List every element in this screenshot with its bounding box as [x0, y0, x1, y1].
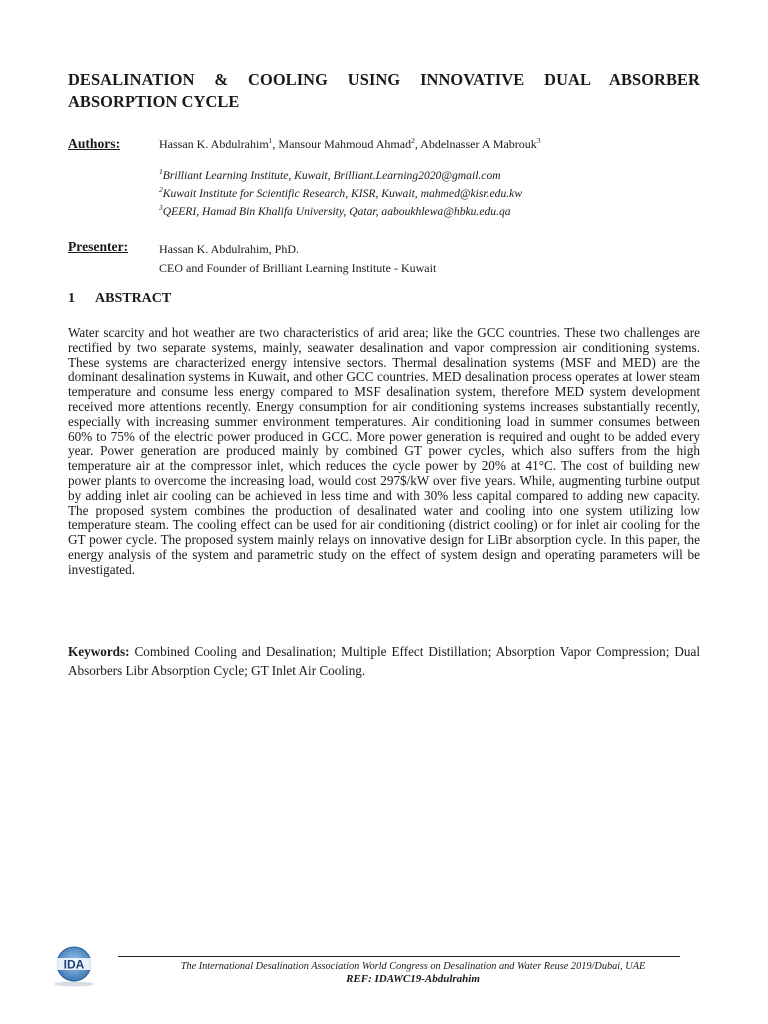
ida-logo	[46, 944, 102, 988]
author-name: Abdelnasser A Mabrouk	[420, 137, 537, 151]
presenter-info	[159, 240, 436, 278]
affiliation-item	[159, 167, 522, 185]
logo-shadow	[54, 982, 94, 987]
keywords-text: Combined Cooling and Desalination; Multiple Effect Distillation; Absorption Vapor Compression; Dual Absorbers Libr Absorption Cycle; GT Inlet Air Cooling.	[68, 644, 700, 678]
author-superscript: 1	[268, 136, 273, 145]
footer-ref	[118, 973, 708, 985]
footer-conference: The International Desalination Association World Congress on Desalination and Water Reuse 2019/Dubai, UAE	[180, 961, 646, 972]
author-name: Mansour Mahmoud Ahmad	[278, 137, 412, 151]
authors-label: Authors:	[68, 136, 121, 151]
affiliation-item	[159, 185, 522, 203]
keywords-label: Keywords:	[68, 644, 130, 659]
keywords-paragraph	[68, 643, 700, 680]
author-name: Hassan K. Abdulrahim	[159, 137, 269, 151]
affiliation-superscript: 1	[159, 167, 163, 177]
logo-text: IDA	[63, 957, 85, 972]
affiliation-superscript: 3	[159, 203, 163, 213]
author-separator: ,	[272, 137, 279, 151]
title-line-1: DESALINATION & COOLING USING INNOVATIVE DUAL ABSORBER	[68, 70, 700, 89]
presenter-name: Hassan K. Abdulrahim, PhD.	[159, 242, 299, 256]
footer-divider	[118, 956, 680, 957]
section-title: ABSTRACT	[95, 291, 172, 306]
title-line-2: ABSORPTION CYCLE	[68, 92, 240, 111]
paper-title	[68, 69, 700, 113]
section-heading	[68, 291, 171, 307]
affiliation-item	[159, 203, 522, 221]
affiliation-text: Brilliant Learning Institute, Kuwait, Brilliant.Learning2020@gmail.com	[162, 169, 501, 182]
author-superscript: 3	[536, 136, 541, 145]
author-separator: ,	[414, 137, 421, 151]
footer-ref-label: REF:	[346, 973, 375, 985]
affiliations	[159, 167, 522, 221]
abstract-paragraph: Water scarcity and hot weather are two characteristics of arid area; like the GCC countries. These two challenges are rectified by two separate systems, mainly, seawater desalination and vapor compression air conditioning systems. These systems are characterized energy intensive sectors. Thermal desalination systems (MSF and MED) are the dominant desalination systems in Kuwait, and other GCC countries. MED desalination process operates at lower steam temperature and consume less energy compared to MSF desalination system, therefore MED system development received more attentions recently. Energy consumption for air conditioning systems increases substantially recently, especially with increasing summer environment temperatures. Air conditioning load in summer consumes between 60% to 75% of the electric power produced in GCC. More power generation is required and ought to be added every year. Power generation are produced mainly by combined GT power cycles, which also suffers from the high temperature air at the compressor inlet, which reduces the cycle power by 20% at 41°C. The cost of building new power plants to overcome the increasing load, would cost 297$/kW over five years. While, augmenting turbine output by adding inlet air cooling can be achieved in less time and with 30% less capital compared to adding new capacity. The proposed system combines the production of desalinated water and cooling into one system utilizing low temperature steam. The cooling effect can be used for air conditioning (district cooling) or for inlet air cooling for the GT power cycle. The proposed system mainly relays on innovative design for LiBr absorption cycle. In this paper, the energy analysis of the system and parametric study on the effect of system design and operating parameters will be investigated.	[68, 325, 700, 577]
author-superscript: 2	[411, 136, 415, 145]
footer-ref-value: IDAWC19-Abdulrahim	[374, 973, 480, 985]
section-number: 1	[68, 291, 75, 306]
affiliation-superscript: 2	[159, 185, 163, 195]
authors-list	[159, 137, 541, 152]
affiliation-text: Kuwait Institute for Scientific Research, KISR, Kuwait, mahmed@kisr.edu.kw	[162, 187, 523, 200]
presenter-role: CEO and Founder of Brilliant Learning Institute - Kuwait	[159, 261, 437, 275]
presenter-label: Presenter:	[68, 239, 129, 254]
affiliation-text: QEERI, Hamad Bin Khalifa University, Qatar, aaboukhlewa@hbku.edu.qa	[162, 205, 511, 218]
